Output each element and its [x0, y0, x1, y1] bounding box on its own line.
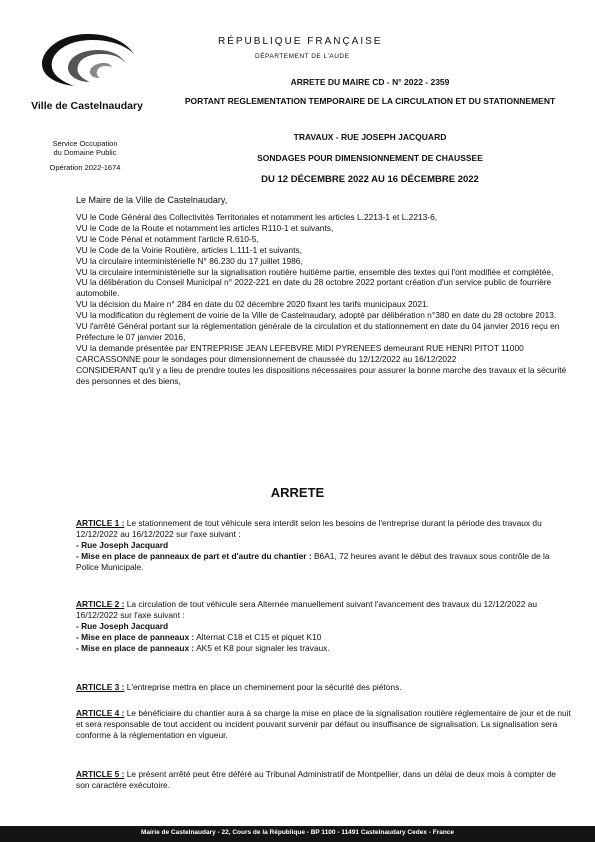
article-2-panels-2-text: AK5 et K8 pour signaler les travaux. — [194, 643, 330, 653]
decree-works: TRAVAUX - RUE JOSEPH JACQUARD — [293, 132, 447, 142]
article-3-text: L'entreprise mettra en place un cheminement pour la sécurité des piétons. — [124, 682, 402, 692]
reference-item: VU la modification du règlement de voirie de la Ville de Castelnaudary, adopté par délibération n°380 en date du 28 octobre 2013. — [76, 310, 557, 321]
article-5-label: ARTICLE 5 : — [76, 769, 125, 779]
operation-number: Opération 2022-1674 — [49, 163, 121, 172]
legal-references — [76, 212, 571, 387]
city-logo-icon — [28, 30, 148, 90]
article-2-panels-1-text: Alternat C18 et C15 et piquet K10 — [194, 632, 322, 642]
reference-item: VU la délibération du Conseil Municipal n° 2022-221 en date du 28 octobre 2022 portant création d'un service public de fourrière automobile. — [76, 277, 552, 299]
article-1-text: Le stationnement de tout véhicule sera interdit selon les besoins de l'entreprise durant la période des travaux du 12/12/2022 au 16/12/2022 sur l'axe suivant : — [76, 518, 542, 539]
department-header: DÉPARTEMENT DE L'AUDE — [255, 53, 350, 60]
city-logo — [28, 30, 148, 90]
decree-dates: DU 12 DÉCEMBRE 2022 AU 16 DÉCEMBRE 2022 — [261, 174, 479, 185]
reference-item: VU le Code de la Route et notamment les articles R110-1 et suivants, — [76, 222, 334, 233]
reference-item: VU le Code Pénal et notamment l'article R.610-5, — [76, 233, 259, 244]
article-4-text: Le bénéficiaire du chantier aura à sa charge la mise en place de la signalisation routière réglementaire de jour et de nuit et sera responsable de tout accident ou incident pouvant survenir par défaut ou insuffisance de signalisation. La signalisation sera conforme à la réglementation en vigueur. — [76, 708, 571, 740]
article-1-street: - Rue Joseph Jacquard — [76, 540, 169, 550]
reference-item: VU l'arrêté Général portant sur la réglementation générale de la circulation et du stationnement en date du 04 janvier 2016 reçu en Préfecture le 07 janvier 2016, — [76, 321, 560, 342]
article-2 — [76, 599, 571, 654]
service-label — [40, 139, 130, 157]
article-1-panels-label: - Mise en place de panneaux de part et d'autre du chantier : — [76, 551, 312, 561]
article-3 — [76, 682, 571, 693]
mayor-intro: Le Maire de la Ville de Castelnaudary, — [76, 195, 228, 205]
article-2-text: La circulation de tout véhicule sera Alternée manuellement suivant l'avancement des travaux du 12/12/2022 au 16/12/2022 sur l'axe suivant : — [76, 599, 538, 620]
reference-item: VU le Code de la Voirie Routière, articles L.111-1 et suivants, — [76, 244, 302, 255]
service-line-2: du Domaine Public — [53, 148, 117, 157]
reference-item: CONSIDERANT qu'il y a lieu de prendre toutes les dispositions nécessaires pour assurer la bonne marche des travaux et la sécurité des personnes et des biens, — [76, 364, 567, 386]
article-4-label: ARTICLE 4 : — [76, 708, 125, 718]
decree-nature: SONDAGES POUR DIMENSIONNEMENT DE CHAUSSEE — [257, 153, 483, 163]
footer-bar — [0, 826, 595, 842]
arrete-title: ARRETE — [270, 485, 325, 500]
reference-item: VU la demande présentée par ENTREPRISE JEAN LEFEBVRE MIDI PYRENEES demeurant RUE HENRI PITOT 11000 CARCASSONNE pour le sondages pour dimensionnement de chaussée du 12/12/2022 au 16/12/2022 — [76, 342, 524, 364]
logo-text: Ville de Castelnaudary — [31, 100, 143, 112]
reference-item: VU la circulaire interministérielle N° 86.230 du 17 juillet 1986, — [76, 255, 303, 266]
article-2-label: ARTICLE 2 : — [76, 599, 125, 609]
service-line-1: Service Occupation — [52, 139, 118, 148]
article-5 — [76, 769, 571, 791]
decree-subject: PORTANT REGLEMENTATION TEMPORAIRE DE LA CIRCULATION ET DU STATIONNEMENT — [184, 96, 556, 106]
reference-item: VU la décision du Maire n° 284 en date du 02 décembre 2020 fixant les tarifs municipaux 2021. — [76, 299, 429, 310]
article-2-panels-2-label: - Mise en place de panneaux : — [76, 643, 195, 653]
decree-number: ARRETE DU MAIRE CD - N° 2022 - 2359 — [290, 77, 450, 87]
article-2-street: - Rue Joseph Jacquard — [76, 621, 169, 631]
article-1 — [76, 518, 571, 573]
reference-item: VU la circulaire interministérielle sur la signalisation routière huitième partie, ensemble des textes qui l'ont modifiée et complétée, — [76, 266, 554, 277]
article-1-label: ARTICLE 1 : — [76, 518, 125, 528]
article-1-panels-text: B6A1, 72 heures avant le début des travaux sous contrôle de la Police Municipale. — [76, 551, 550, 572]
reference-item: VU le Code Général des Collectivités Territoriales et notamment les articles L.2213-1 et L.2213-6, — [76, 212, 438, 222]
article-3-label: ARTICLE 3 : — [76, 682, 125, 692]
article-2-panels-1-label: - Mise en place de panneaux : — [76, 632, 195, 642]
footer-address: Mairie de Castelnaudary - 22, Cours de la République - BP 1100 - 11491 Castelnaudary Cedex - France — [140, 829, 455, 836]
article-5-text: Le présent arrêté peut être déféré au Tribunal Administratif de Montpellier, dans un délai de deux mois à compter de son caractère exécutoire. — [76, 769, 556, 790]
article-4 — [76, 708, 571, 741]
republic-header: RÉPUBLIQUE FRANÇAISE — [218, 36, 383, 47]
